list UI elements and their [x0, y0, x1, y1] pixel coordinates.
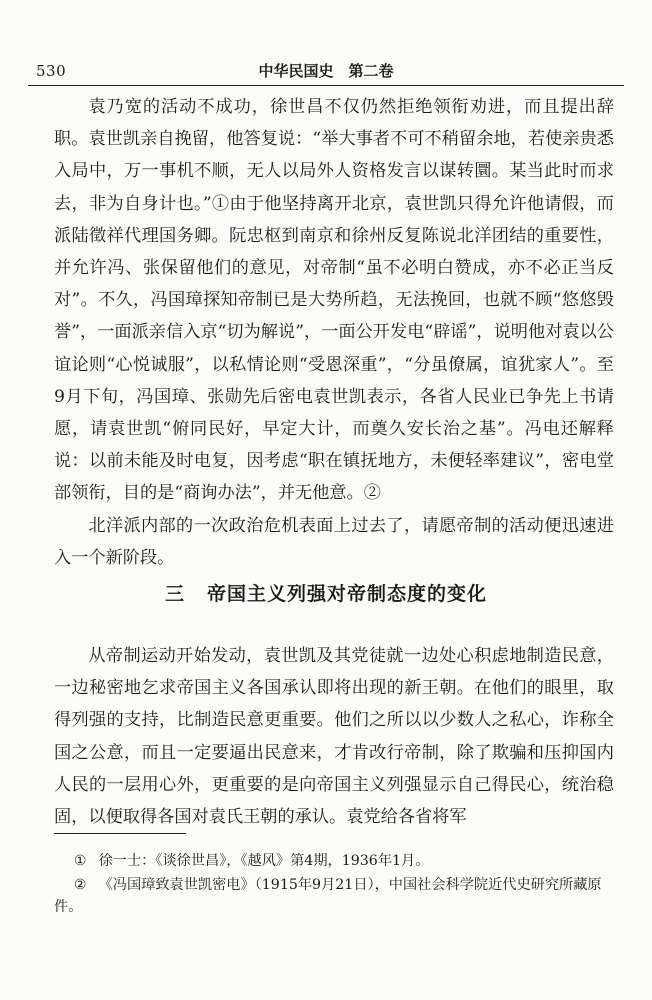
footnotes — [54, 850, 614, 920]
section-number: 三 — [164, 583, 185, 605]
paragraph: 袁乃宽的活动不成功，徐世昌不仅仍然拒绝领衔劝进，而且提出辞职。袁世凯亲自挽留，他答复说：“举大事者不可不稍留余地，若使亲贵悉入局中，万一事机不顺，无人以局外人资格发言以谋转圜。某当此时而求去，非为自身计也。”①由于他坚持离开北京，袁世凯只得允许他请假，而派陆徵祥代理国务卿。阮忠枢到南京和徐州反复陈说北洋团结的重要性，并允许冯、张保留他们的意见，对帝制“虽不必明白赞成，亦不必正当反对”。不久，冯国璋探知帝制已是大势所趋，无法挽回，也就不顾“悠悠毁誉”，一面派亲信入京“切为解说”，一面公开发电“辟谣”，说明他对袁以公谊论则“心悦诚服”，以私情论则“受恩深重”，“分虽僚属，谊犹家人”。至9月下旬，冯国璋、张勋先后密电袁世凯表示，各省人民业已争先上书请愿，请袁世凯“俯同民好，早定大计，而奠久安长治之基”。冯电还解释说：以前未能及时电复，因考虑“职在镇抚地方，未便轻率建议”，密电堂部领衔，目的是“商询办法”，并无他意。② — [54, 97, 614, 504]
section-heading — [0, 579, 652, 606]
header-rule — [28, 85, 624, 86]
page-number: 530 — [36, 62, 67, 80]
body-text-top — [54, 91, 614, 574]
footnote-mark: ① — [73, 853, 87, 869]
paragraph: 北洋派内部的一次政治危机表面上过去了，请愿帝制的活动便迅速进入一个新阶段。 — [54, 515, 614, 568]
section-title: 帝国主义列强对帝制态度的变化 — [207, 583, 488, 605]
footnote — [54, 874, 614, 918]
footnote-mark: ② — [73, 877, 87, 893]
body-text-bottom — [54, 640, 614, 833]
footnote — [54, 850, 614, 872]
footnote-text: 《冯国璋致袁世凯密电》（1915年9月21日），中国社会科学院近代史研究所藏原件。 — [54, 877, 602, 915]
footnote-text: 徐一士：《谈徐世昌》，《越风》第4期，1936年1月。 — [98, 853, 430, 869]
footnote-rule — [54, 833, 186, 834]
page-header — [28, 58, 624, 84]
running-title: 中华民国史 第二卷 — [258, 62, 394, 80]
paragraph: 从帝制运动开始发动，袁世凯及其党徒就一边处心积虑地制造民意，一边秘密地乞求帝国主义各国承认即将出现的新王朝。在他们的眼里，取得列强的支持，比制造民意更重要。他们之所以以少数人之私心，诈称全国之公意，而且一定要逼出民意来，才肯改行帝制，除了欺骗和压抑国内人民的一层用心外，更重要的是向帝国主义列强显示自己得民心，统治稳固，以便取得各国对袁氏王朝的承认。袁党给各省将军 — [54, 646, 614, 828]
